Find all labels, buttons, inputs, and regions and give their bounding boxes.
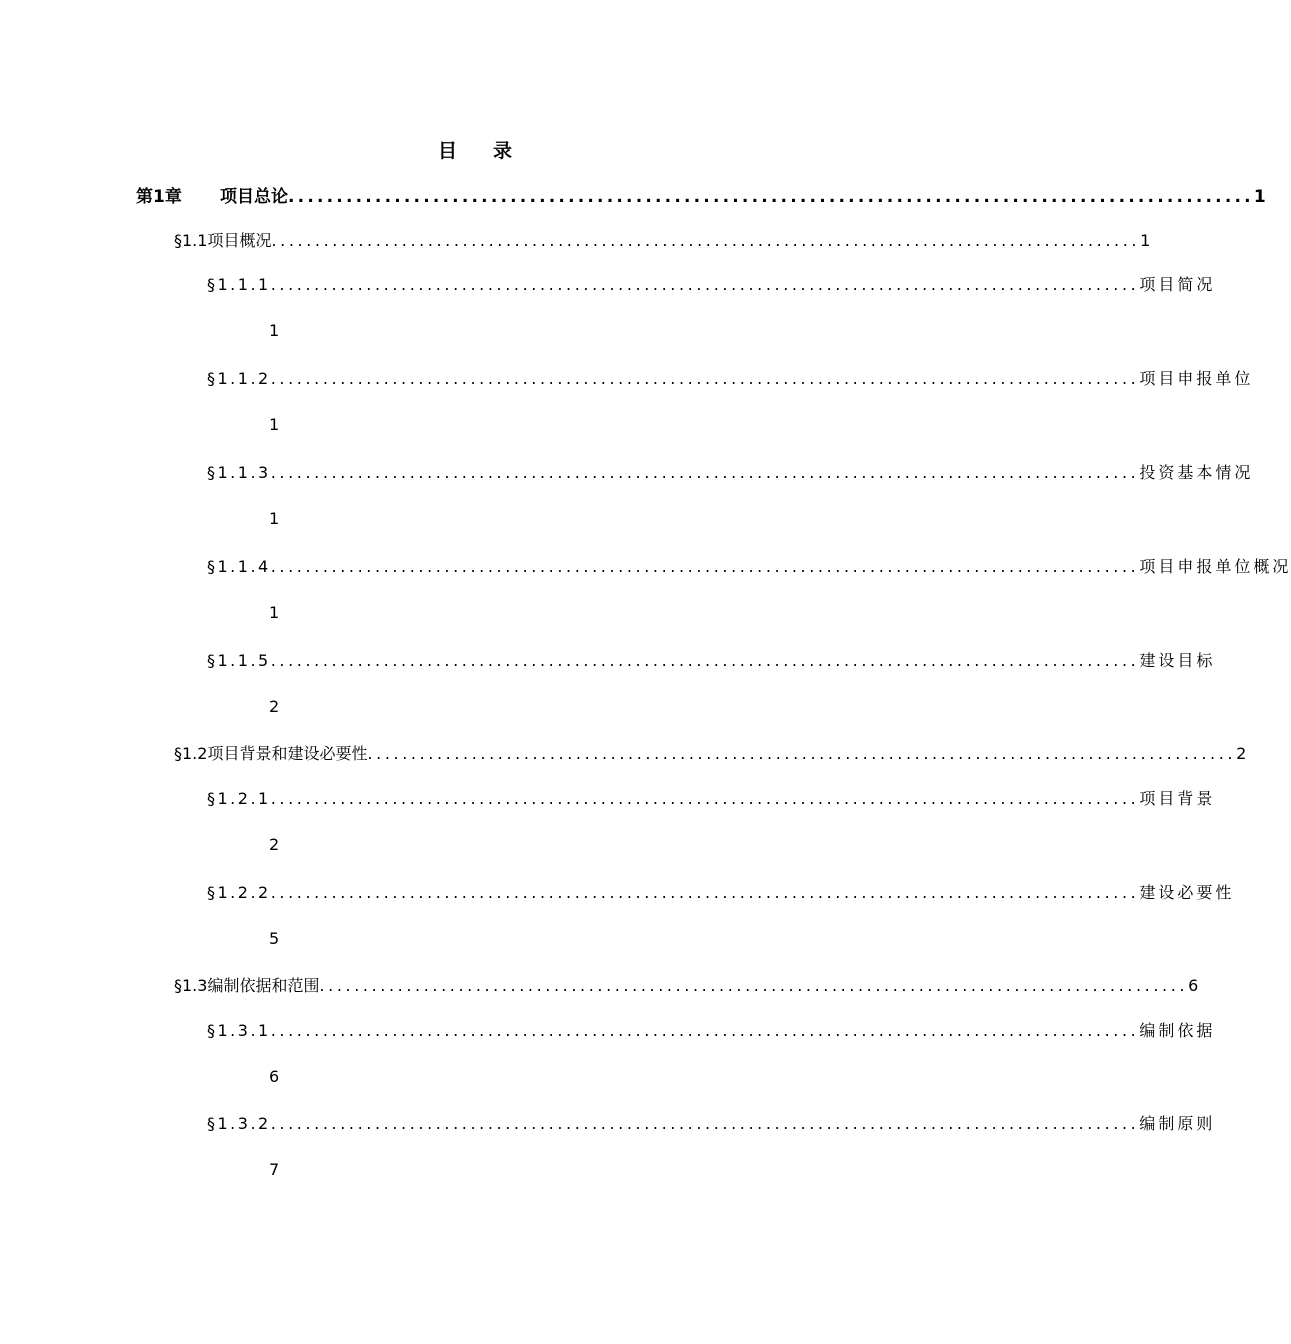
toc-subsection-entry[interactable] <box>207 460 1254 483</box>
section-page: 1 <box>1140 231 1151 250</box>
subsection-title: 项目简况 <box>1139 275 1216 294</box>
subsection-label: §1.3.1 <box>207 1021 271 1040</box>
section-label: §1.3 <box>174 976 208 995</box>
section-page: 6 <box>1188 976 1199 995</box>
dot-leader: .................................................................................................... <box>270 789 1140 808</box>
subsection-title: 项目背景 <box>1139 789 1216 808</box>
toc-subsection-entry[interactable] <box>207 1111 1216 1134</box>
subsection-label: §1.1.1 <box>207 275 271 294</box>
subsection-label: §1.1.4 <box>207 557 271 576</box>
toc-title-char-2: 录 <box>493 140 513 162</box>
subsection-label: §1.1.5 <box>207 651 271 670</box>
dot-leader: .................................................................................................... <box>367 744 1237 763</box>
section-page: 2 <box>1236 744 1247 763</box>
dot-leader: .................................................................................................... <box>270 883 1140 902</box>
subsection-label: §1.3.2 <box>207 1114 271 1133</box>
section-title: 项目背景和建设必要性 <box>207 744 368 763</box>
subsection-title: 投资基本情况 <box>1139 463 1254 482</box>
dot-leader: .................................................................................................... <box>288 187 1254 207</box>
subsection-page: 2 <box>269 835 280 854</box>
toc-subsection-entry[interactable] <box>207 554 1291 577</box>
subsection-page: 1 <box>269 321 280 340</box>
toc-section-entry[interactable] <box>174 973 1199 996</box>
dot-leader: .................................................................................................... <box>270 1021 1140 1040</box>
dot-leader: .................................................................................................... <box>271 231 1141 250</box>
subsection-page: 2 <box>269 697 280 716</box>
toc-section-entry[interactable] <box>174 228 1151 251</box>
subsection-title: 编制原则 <box>1139 1114 1216 1133</box>
chapter-label: 第1章 <box>136 187 182 207</box>
subsection-page: 1 <box>269 603 280 622</box>
toc-section-entry[interactable] <box>174 741 1247 764</box>
toc-subsection-entry[interactable] <box>207 366 1254 389</box>
toc-subsection-entry[interactable] <box>207 880 1235 903</box>
subsection-title: 项目申报单位概况 <box>1139 557 1291 576</box>
dot-leader: .................................................................................................... <box>270 369 1140 388</box>
chapter-page: 1 <box>1253 187 1266 207</box>
subsection-title: 编制依据 <box>1139 1021 1216 1040</box>
section-title: 编制依据和范围 <box>207 976 320 995</box>
subsection-label: §1.1.3 <box>207 463 271 482</box>
section-label: §1.2 <box>174 744 208 763</box>
dot-leader: .................................................................................................... <box>270 557 1140 576</box>
subsection-label: §1.2.2 <box>207 883 271 902</box>
dot-leader: .................................................................................................... <box>319 976 1189 995</box>
toc-subsection-entry[interactable] <box>207 272 1216 295</box>
section-title: 项目概况 <box>207 231 272 250</box>
toc-subsection-entry[interactable] <box>207 1018 1216 1041</box>
subsection-page: 1 <box>269 415 280 434</box>
subsection-title: 建设必要性 <box>1139 883 1235 902</box>
toc-title <box>0 136 950 163</box>
subsection-page: 6 <box>269 1067 280 1086</box>
subsection-title: 项目申报单位 <box>1139 369 1254 388</box>
chapter-title: 项目总论 <box>220 187 288 207</box>
dot-leader: .................................................................................................... <box>270 275 1140 294</box>
subsection-page: 5 <box>269 929 280 948</box>
toc-title-char-1: 目 <box>437 140 457 162</box>
toc-chapter-entry[interactable] <box>136 182 1266 207</box>
subsection-title: 建设目标 <box>1139 651 1216 670</box>
toc-subsection-entry[interactable] <box>207 648 1216 671</box>
section-label: §1.1 <box>174 231 208 250</box>
subsection-page: 7 <box>269 1160 280 1179</box>
dot-leader: .................................................................................................... <box>270 1114 1140 1133</box>
subsection-page: 1 <box>269 509 280 528</box>
toc-subsection-entry[interactable] <box>207 786 1216 809</box>
dot-leader: .................................................................................................... <box>270 651 1140 670</box>
subsection-label: §1.2.1 <box>207 789 271 808</box>
subsection-label: §1.1.2 <box>207 369 271 388</box>
dot-leader: .................................................................................................... <box>270 463 1140 482</box>
